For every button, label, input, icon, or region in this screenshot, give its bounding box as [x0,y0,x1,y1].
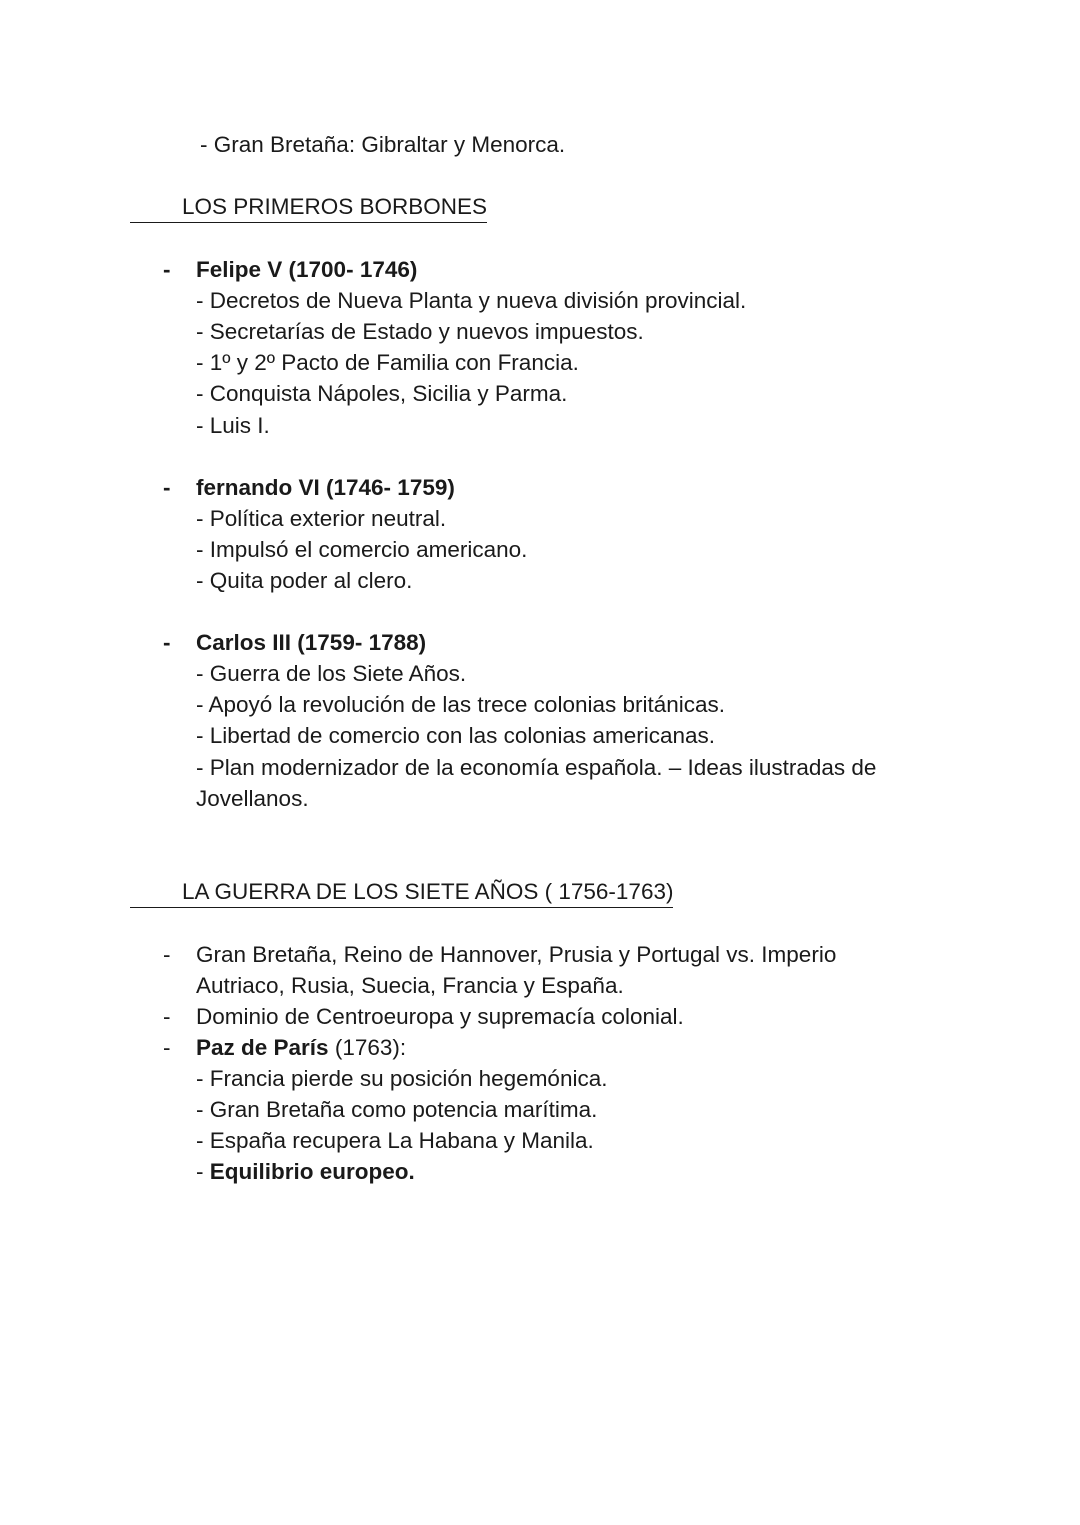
section-heading-borbones: LOS PRIMEROS BORBONES [130,191,487,223]
list-item: - Conquista Nápoles, Sicilia y Parma. [196,381,568,406]
list-item: - Plan modernizador de la economía española. – Ideas ilustradas de Jovellanos. [196,755,877,811]
bullet-dash: - [163,942,171,967]
bullet-dash: - [163,1035,171,1060]
list-item: Dominio de Centroeuropa y supremacía colonial. [196,1004,684,1029]
king-title-carlos: Carlos III (1759- 1788) [196,630,427,655]
list-item: - 1º y 2º Pacto de Familia con Francia. [196,350,579,375]
list-item-equilibrio [196,1156,415,1187]
bullet-dash: - [163,257,171,282]
list-item: - Impulsó el comercio americano. [196,537,528,562]
paz-de-paris-bold: Paz de París [196,1035,329,1060]
paz-de-paris-line [196,1032,406,1063]
equilibrio-bold: Equilibrio europeo. [209,1159,415,1184]
list-item: - Política exterior neutral. [196,506,447,531]
list-item: - España recupera La Habana y Manila. [196,1128,594,1153]
list-item: - Luis I. [196,413,270,438]
king-title-fernando: fernando VI (1746- 1759) [196,475,455,500]
list-item: - Guerra de los Siete Años. [196,661,467,686]
section-heading-guerra: LA GUERRA DE LOS SIETE AÑOS ( 1756-1763) [130,876,673,908]
bullet-dash: - [163,1004,171,1029]
bullet-dash: - [163,630,171,655]
list-item: - Francia pierde su posición hegemónica. [196,1066,608,1091]
king-title-felipe: Felipe V (1700- 1746) [196,257,418,282]
bullet-dash: - [163,475,171,500]
list-item: - Quita poder al clero. [196,568,413,593]
intro-line: - Gran Bretaña: Gibraltar y Menorca. [200,132,566,157]
list-item: - Decretos de Nueva Planta y nueva división provincial. [196,288,747,313]
paz-de-paris-year: (1763): [328,1035,407,1060]
list-item: - Libertad de comercio con las colonias americanas. [196,723,716,748]
list-item: - Gran Bretaña como potencia marítima. [196,1097,598,1122]
list-item: - Apoyó la revolución de las trece colonias británicas. [196,692,726,717]
list-item: Gran Bretaña, Reino de Hannover, Prusia y Portugal vs. Imperio Autriaco, Rusia, Suecia, Francia y España. [196,942,837,998]
list-prefix: - [196,1159,210,1184]
list-item: - Secretarías de Estado y nuevos impuestos. [196,319,644,344]
